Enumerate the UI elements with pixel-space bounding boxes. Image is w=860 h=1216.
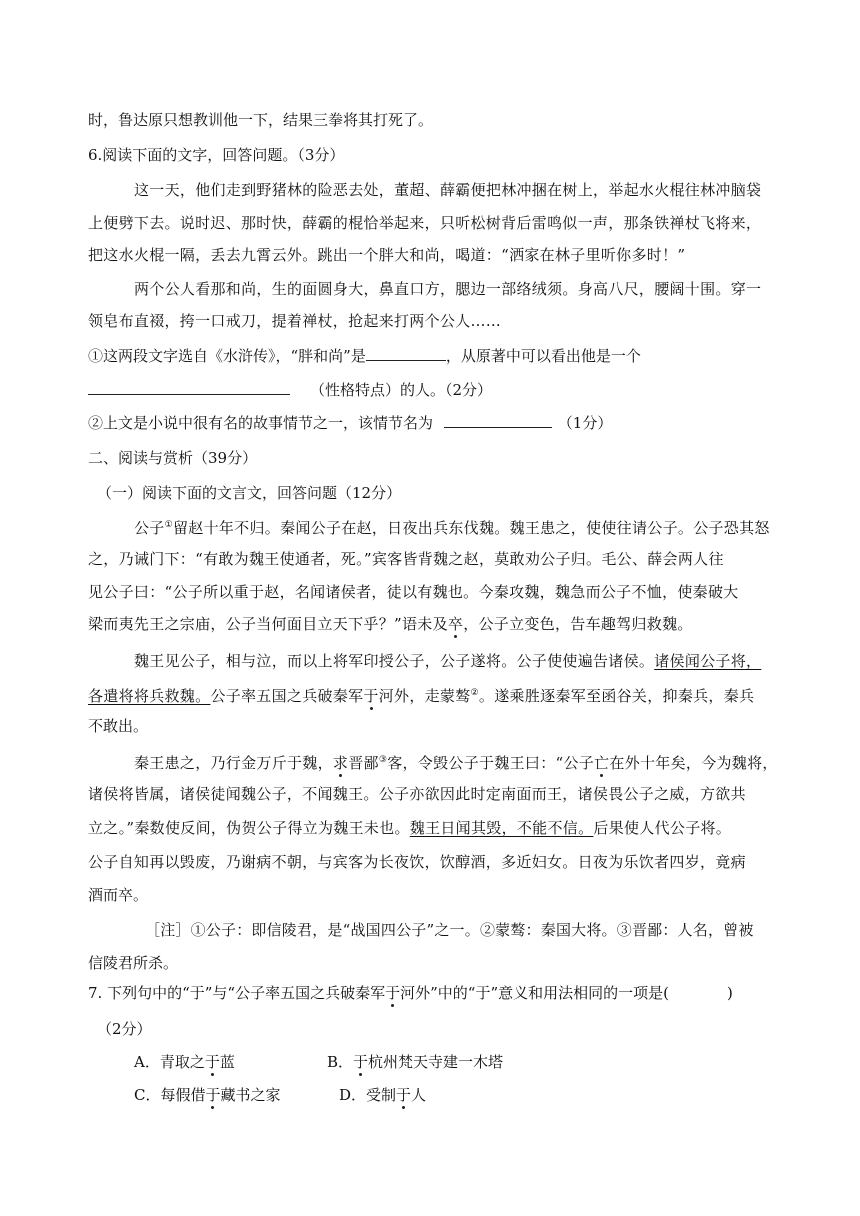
option-text: D．受制 (339, 1086, 397, 1104)
option-text: A．青取之 (134, 1053, 205, 1071)
emphasis-char: 亡 (594, 754, 610, 772)
text-span: 梁而夷先王之宗庙，公子当何面目立天下乎？”语未及 (88, 615, 448, 633)
emphasis-char: 于 (363, 687, 379, 705)
emphasis-char: 求 (332, 754, 349, 772)
text-span: 。遂乘胜逐秦军至函谷关，抑秦兵，秦兵 (478, 687, 755, 705)
question-6-1-cont (88, 380, 492, 400)
answer-blank[interactable] (88, 380, 290, 395)
emphasis-char: 于 (353, 1053, 369, 1071)
text-span: ，公子立变色，告车趣驾归救魏。 (463, 615, 693, 633)
passage-line: 两个公人看那和尚，生的面圆身大，鼻直口方，腮边一部络绒须。身高八尺，腰阔十围。穿一 (134, 280, 762, 298)
subsection-heading: （一）阅读下面的文言文，回答问题（12分） (97, 484, 402, 502)
text-line: 时，鲁达原只想教训他一下，结果三拳将其打死了。 (88, 111, 434, 129)
question-text: ②上文是小说中很有名的故事情节之一，该情节名为 (88, 414, 434, 432)
passage-line: 上便劈下去。说时迟、那时快，薛霸的棍恰举起来，只听松树背后雷鸣似一声，那条铁禅杖飞将来， (88, 214, 762, 232)
option-a[interactable] (134, 1052, 235, 1072)
text-span: ) (726, 984, 733, 1002)
footnote-marker: ③ (378, 755, 388, 765)
text-span: 秦王患之，乃行金万斤于魏， (134, 754, 333, 772)
text-span: 客，令毁公子于魏王曰：“公子 (387, 754, 595, 772)
option-c[interactable] (134, 1085, 281, 1105)
option-d[interactable] (339, 1085, 426, 1105)
question-text: ①这两段文字选自《水浒传》，“胖和尚”是 (88, 347, 366, 365)
question-text: ，从原著中可以看出他是一个 (445, 347, 641, 365)
question-7-score: （2分） (97, 1020, 152, 1038)
text-span: 晋鄙 (348, 754, 379, 772)
classical-text-line (134, 651, 761, 671)
option-text: 蓝 (219, 1053, 235, 1071)
classical-text-line: 公子自知再以毁废，乃谢病不朝，与宾客为长夜饮，饮醇酒，多近妇女。日夜为乐饮者四岁，竟病 (88, 853, 746, 871)
question-6-heading: 6.阅读下面的文字，回答问题。（3分） (88, 146, 345, 164)
classical-text-line: 酒而卒。 (88, 886, 149, 904)
question-text: （1分） (557, 414, 613, 432)
passage-line: 领皂布直裰，挎一口戒刀，提着禅杖，抢起来打两个公人…… (88, 312, 502, 330)
passage-line: 把这水火棍一隔，丢去九霄云外。跳出一个胖大和尚，喝道：“洒家在林子里听你多时！” (88, 246, 686, 264)
underlined-sentence: 诸侯闻公子将， (654, 652, 762, 670)
emphasis-char: 于 (205, 1086, 221, 1104)
answer-blank[interactable] (444, 413, 552, 428)
text-span: 公子 (134, 519, 165, 537)
question-6-2 (88, 413, 612, 433)
text-span: 河外，走蒙骜 (378, 687, 471, 705)
footnote: ［注］①公子：即信陵君，是“战国四公子”之一。②蒙骜：秦国大将。③晋鄙：人名，曾被 (145, 921, 754, 939)
answer-blank[interactable] (366, 346, 446, 361)
text-span: 7. 下列句中的“于”与“公子率五国之兵破秦军 (88, 984, 386, 1002)
footnote-marker: ① (164, 520, 173, 530)
classical-text-line (88, 818, 731, 838)
option-text: 人 (411, 1086, 427, 1104)
text-span: 在外十年矣，今为魏将， (609, 754, 778, 772)
emphasis-char: 于 (385, 984, 401, 1002)
text-span: 立之。”秦数使反间，伪贺公子得立为魏王未也。 (88, 819, 410, 837)
text-span: 公子率五国之兵破秦军 (210, 687, 364, 705)
text-span: 留赵十年不归。秦闻公子在赵，日夜出兵东伐魏。魏王患之，使使往请公子。公子恐其怒 (172, 519, 770, 537)
question-6-1 (88, 346, 641, 366)
footnote: 信陵君所杀。 (88, 954, 179, 972)
emphasis-char: 于 (396, 1086, 412, 1104)
section-heading: 二、阅读与赏析（39分） (88, 449, 258, 467)
classical-text-line (88, 683, 754, 706)
question-7 (88, 983, 733, 1003)
text-span: 后果使人代公子将。 (593, 819, 732, 837)
question-text: （性格特点）的人。（2分） (310, 381, 493, 399)
footnote-marker: ② (470, 688, 479, 698)
option-text: 杭州梵天寺建一木塔 (368, 1053, 504, 1071)
text-span: 魏王见公子，相与泣，而以上将军印授公子，公子遂将。公子使使遍告诸侯。 (134, 652, 655, 670)
option-text: 藏书之家 (220, 1086, 281, 1104)
emphasis-char: 于 (204, 1053, 220, 1071)
option-b[interactable] (327, 1052, 503, 1072)
classical-text-line (134, 750, 778, 773)
classical-text-line: 见公子曰：“公子所以重于赵，名闻诸侯者，徒以有魏也。今秦攻魏，魏急而公子不恤，使秦破大 (88, 583, 739, 601)
option-text: B． (327, 1053, 354, 1071)
classical-text-line: 之，乃诫门下：“有敢为魏王使通者，死。”宾客皆背魏之赵，莫敢劝公子归。毛公、薛会两人往 (88, 550, 724, 568)
emphasis-char: 卒 (447, 615, 464, 633)
underlined-sentence: 各遣将将兵救魏。 (88, 687, 211, 705)
passage-line: 这一天，他们走到野猪林的险恶去处，董超、薛霸便把林冲捆在树上，举起水火棍往林冲脑袋 (134, 181, 762, 199)
classical-text-line (134, 515, 770, 538)
text-span: 河外”中的“于”意义和用法相同的一项是( (400, 984, 669, 1002)
underlined-sentence: 魏王日闻其毁，不能不信。 (409, 819, 594, 837)
classical-text-line (88, 614, 693, 634)
classical-text-line: 诸侯将皆属，诸侯徒闻魏公子，不闻魏王。公子亦欲因此时定南面而王，诸侯畏公子之威，方欲共 (88, 785, 746, 803)
option-text: C．每假借 (134, 1086, 206, 1104)
classical-text-line: 不敢出。 (88, 717, 149, 735)
